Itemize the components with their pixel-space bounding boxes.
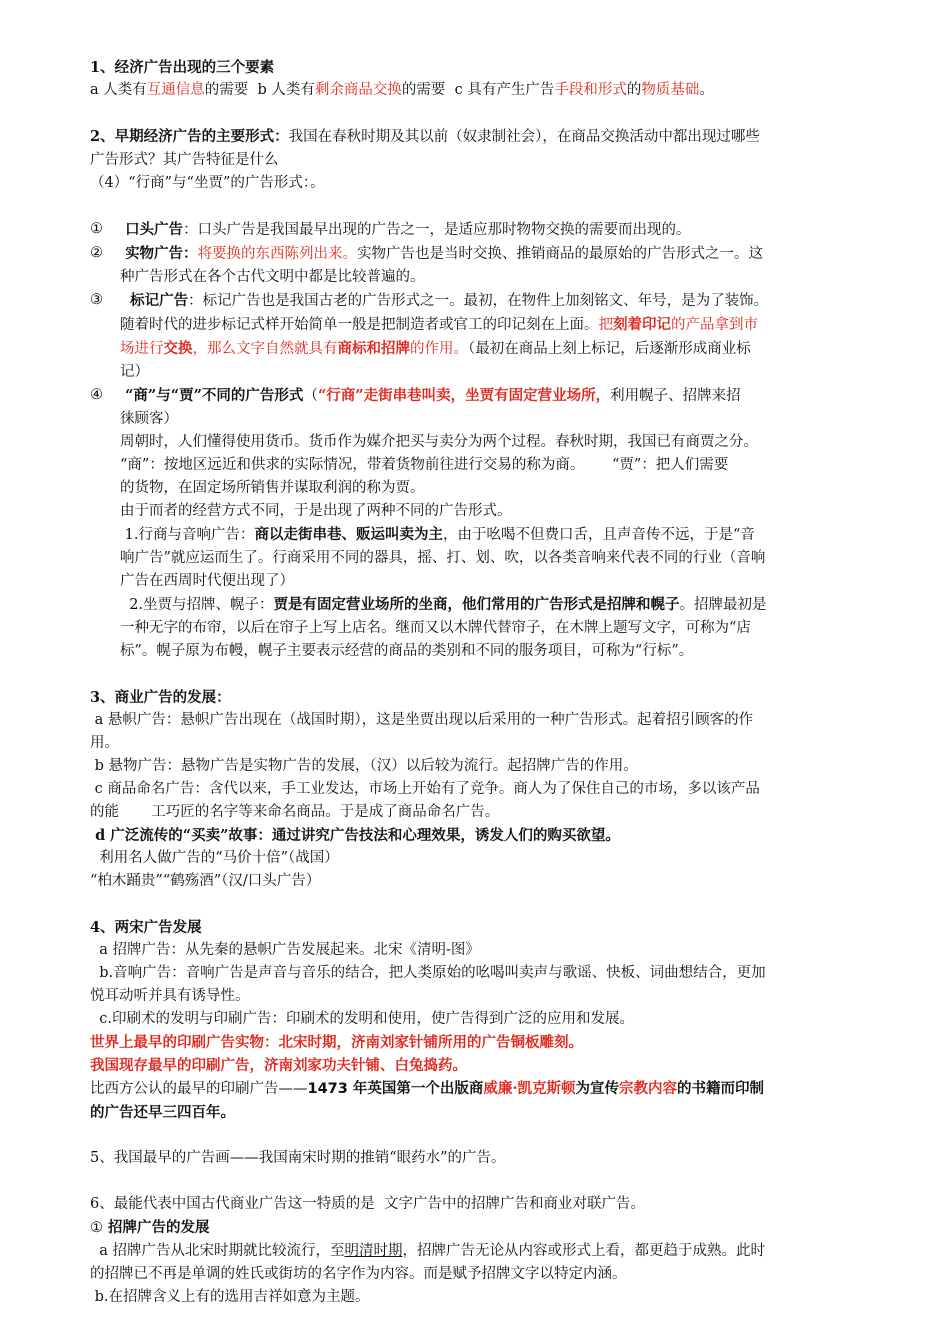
section-2-subheading: （4）“行商”与“坐贾”的广告形式：。	[90, 175, 325, 191]
section-3-item-a: a 悬帜广告：悬帜广告出现在（战国时期），这是坐贾出现以后采用的一种广告形式。起着招引顾客的作	[90, 712, 754, 728]
section-4-title: 4、两宋广告发展	[90, 919, 202, 936]
section-4-item-c: c.印刷术的发明与印刷广告：印刷术的发明和使用，使广告得到广泛的应用和发展。	[90, 1011, 634, 1027]
list-item-oral-ad: ① 口头广告：口头广告是我国最早出现的广告之一，是适应那时物物交换的需要而出现的。	[90, 221, 691, 238]
list-item-mark-ad: ③ 标记广告：标记广告也是我国古老的广告形式之一。最初，在物件上加刻铭文、年号，是为了装饰。 随着时代的进步标记式样开始简单一般是把制造者或官工的印记刻在上面。把刻着印记的产品拿到市 场进行交换，那么文字自然就具有商标和招牌的作用。（最初在商品上刻上标记，后逐渐形成商业标 记）	[90, 292, 769, 380]
section-6-heading: ① 招牌广告的发展	[90, 1219, 210, 1236]
section-6-item-b: b.在招牌含义上有的选用吉祥如意为主题。	[90, 1289, 370, 1305]
section-6: 6、最能代表中国古代商业广告这一特质的是 文字广告中的招牌广告和商业对联广告。	[90, 1196, 645, 1212]
section-3-item-f: “柏木踊贵”“鹤殇酒”（汉/口头广告）	[90, 873, 321, 889]
section-4-red-1: 世界上最早的印刷广告实物：北宋时期，济南刘家针铺所用的广告铜板雕刻。	[90, 1034, 583, 1051]
list-item-object-ad: ② 实物广告：将要换的东西陈列出来。实物广告也是当时交换、推销商品的最原始的广告形式之一。这 种广告形式在各个古代文明中都是比较普遍的。	[90, 245, 764, 285]
section-4-item-b: b.音响广告：音响广告是声音与音乐的结合，把人类原始的吆喝叫卖声与歌谣、快板、词曲想结合，更加	[90, 965, 766, 981]
section-3-item-e: 利用名人做广告的“马价十倍”（战国）	[90, 850, 339, 866]
document-page: 1、经济广告出现的三个要素 a 人类有互通信息的需要 b 人类有剩余商品交换的需要 c 具有产生广告手段和形式的物质基础。 2、早期经济广告的主要形式：我国在春秋时期及其以前（奴隶制社会），在商品交换活动中都出现过哪些 广告形式？其广告特征是什么 （4）“行商”与“坐贾”的广告形式：。 ① 口头广告：口头广告是我国最早出现的广告之一，是适应那时物物交换的需要而出现的。 ② 实物广告：将要换的东西陈列出来。实物广告也是当时交换、推销商品的最原始的广告形式之一。这 种广告形式在各个古代文明中都是比较普遍的。 ③ 标记广告：标记广告也是我国古老的广告形式之一。最初，在物件上加刻铭文、年号，是为了装饰。 随着时代的进步标记式样开始简单一般是把制造者或官工的印记刻在上面。把刻着印记的产品拿到市 场进行交换，那么文字自然就具有商标和招牌的作用。（最初在商品上刻上标记，后逐渐形成商业标 记） ④ “商”与“贾”不同的广告形式（“行商”走街串巷叫卖，坐贾有固定营业场所，利用幌子、招牌来招 徕顾客） 周朝时，人们懂得使用货币。货币作为媒介把买与卖分为两个过程。春秋时期，我国已有商贾之分。 “商”：按地区远近和供求的实际情况，带着货物前往进行交易的称为商。 “贾”：把人们需要 的货物，在固定场所销售并谋取利润的称为贾。 由于而者的经营方式不同，于是出现了两种不同的广告形式。 1.行商与音响广告：商以走街串巷、贩运叫卖为主，由于吆喝不但费口舌，且声音传不远，于是“音 响广告”就应运而生了。行商采用不同的器具，摇、打、划、吹，以各类音响来代表不同的行业（音响 广告在西周时代便出现了） 2.坐贾与招牌、幌子：贾是有固定营业场所的坐商，他们常用的广告形式是招牌和幌子。招牌最初是 一种无字的布帘，以后在帘子上写上店名。继而又以木牌代替帘子，在木牌上题写文字，可称为“店 标”。幌子原为布幔，幌子主要表示经营的商品的类别和不同的服务项目，可称为“行标”。 3、商业广告的发展： a 悬帜广告：悬帜广告出现在（战国时期），这是坐贾出现以后采用的一种广告形式。起着招引顾客的作 用。 b 悬物广告：悬物广告是实物广告的发展，（汉）以后较为流行。起招牌广告的作用。 c 商品命名广告：含代以来，手工业发达，市场上开始有了竞争。商人为了保住自己的市场，多以该产品 的能 工巧匠的名字等来命名商品。于是成了商品命名广告。 d 广泛流传的“买卖”故事：通过讲究广告技法和心理效果，诱发人们的购买欲望。 利用名人做广告的“马价十倍”（战国） “柏木踊贵”“鹤殇酒”（汉/口头广告） 4、两宋广告发展 a 招牌广告：从先秦的悬帜广告发展起来。北宋《清明-图》 b.音响广告：音响广告是声音与音乐的结合，把人类原始的吆喝叫卖声与歌谣、快板、词曲想结合，更加 悦耳动听并具有诱导性。 c.印刷术的发明与印刷广告：印刷术的发明和使用，使广告得到广泛的应用和发展。 世界上最早的印刷广告实物：北宋时期，济南刘家针铺所用的广告铜板雕刻。 我国现存最早的印刷广告，济南刘家功夫针铺、白兔捣药。 比西方公认的最早的印刷广告——1473 年英国第一个出版商威廉·凯克斯顿为宣传宗教内容的书籍而印制 的广告还早三四百年。 5、我国最早的广告画——我国南宋时期的推销“眼药水”的广告。 6、最能代表中国古代商业广告这一特质的是 文字广告中的招牌广告和商业对联广告。 ① 招牌广告的发展 a 招牌广告从北宋时期就比较流行，至明清时期，招牌广告无论从内容或形式上看，都更趋于成熟。此时 的招牌已不再是单调的姓氏或街坊的名字作为内容。而是赋予招牌文字以特定内涵。 b.在招牌含义上有的选用吉祥如意为主题。	[90, 56, 865, 1309]
section-1-line: a 人类有互通信息的需要 b 人类有剩余商品交换的需要 c 具有产生广告手段和形式的物质基础。	[90, 82, 714, 98]
list-item-shang-gu: ④ “商”与“贾”不同的广告形式（“行商”走街串巷叫卖，坐贾有固定营业场所，利用幌子、招牌来招 徕顾客） 周朝时，人们懂得使用货币。货币作为媒介把买与卖分为两个过程。春秋时期，我国已有商贾之分。 “商”：按地区远近和供求的实际情况，带着货物前往进行交易的称为商。 “贾”：把人们需要 的货物，在固定场所销售并谋取利润的称为贾。 由于而者的经营方式不同，于是出现了两种不同的广告形式。 1.行商与音响广告：商以走街串巷、贩运叫卖为主，由于吆喝不但费口舌，且声音传不远，于是“音 响广告”就应运而生了。行商采用不同的器具，摇、打、划、吹，以各类音响来代表不同的行业（音响 广告在西周时代便出现了） 2.坐贾与招牌、幌子：贾是有固定营业场所的坐商，他们常用的广告形式是招牌和幌子。招牌最初是 一种无字的布帘，以后在帘子上写上店名。继而又以木牌代替帘子，在木牌上题写文字，可称为“店 标”。幌子原为布幔，幌子主要表示经营的商品的类别和不同的服务项目，可称为“行标”。	[90, 387, 767, 659]
section-6-item-a: a 招牌广告从北宋时期就比较流行，至明清时期，招牌广告无论从内容或形式上看，都更趋于成熟。此时	[90, 1243, 765, 1259]
section-4-red-2: 我国现存最早的印刷广告，济南刘家功夫针铺、白兔捣药。	[90, 1057, 467, 1074]
section-4-west-line: 比西方公认的最早的印刷广告——1473 年英国第一个出版商威廉·凯克斯顿为宣传宗教内容的书籍而印制	[90, 1080, 764, 1097]
section-3-item-d: d 广泛流传的“买卖”故事：通过讲究广告技法和心理效果，诱发人们的购买欲望。	[90, 827, 620, 844]
section-3-item-c: c 商品命名广告：含代以来，手工业发达，市场上开始有了竞争。商人为了保住自己的市场，多以该产品	[90, 781, 760, 797]
section-3-title: 3、商业广告的发展：	[90, 689, 231, 706]
section-3-item-b: b 悬物广告：悬物广告是实物广告的发展，（汉）以后较为流行。起招牌广告的作用。	[90, 758, 638, 774]
section-5: 5、我国最早的广告画——我国南宋时期的推销“眼药水”的广告。	[90, 1150, 506, 1166]
section-1-title: 1、经济广告出现的三个要素	[90, 59, 275, 76]
section-4-item-a: a 招牌广告：从先秦的悬帜广告发展起来。北宋《清明-图》	[90, 942, 480, 958]
section-2-title: 2、早期经济广告的主要形式：我国在春秋时期及其以前（奴隶制社会），在商品交换活动中都出现过哪些	[90, 128, 760, 145]
section-2-line: 广告形式？其广告特征是什么	[90, 152, 279, 168]
